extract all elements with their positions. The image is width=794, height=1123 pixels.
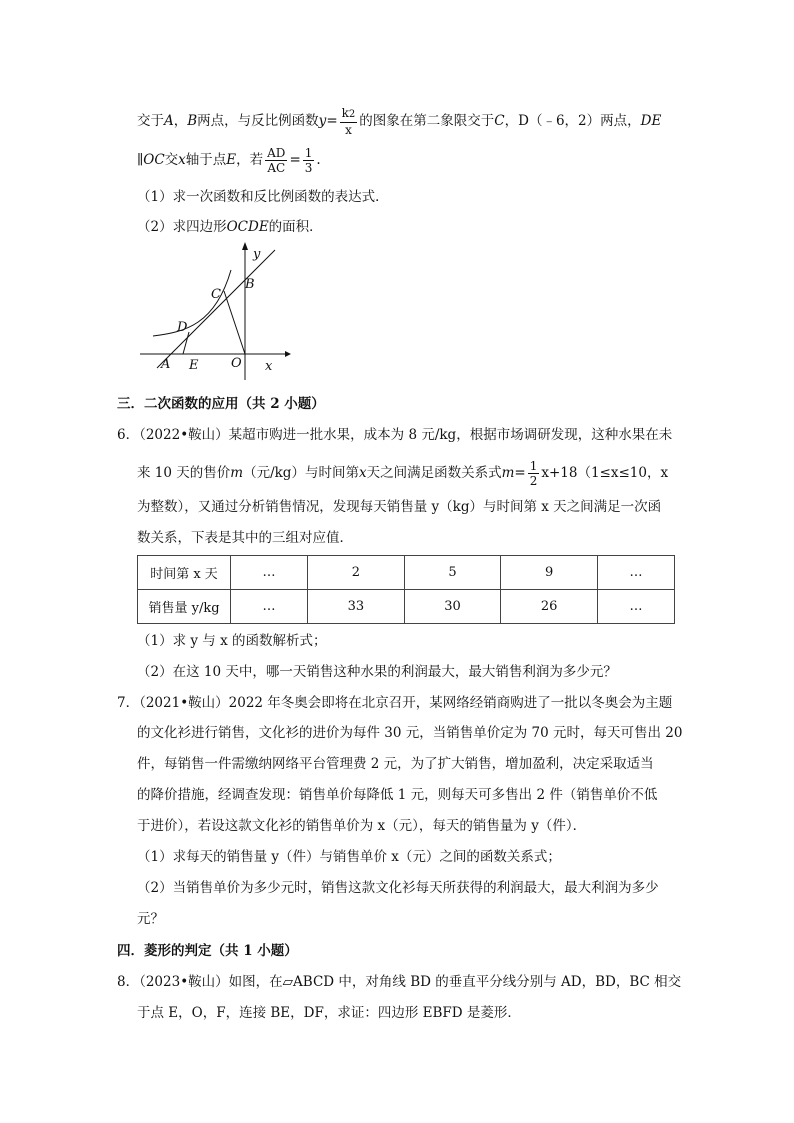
text: 天之间满足函数关系式: [366, 465, 502, 481]
denominator: 2: [529, 474, 538, 488]
var-m: m: [230, 465, 244, 481]
parallel-sign: ∥: [137, 152, 144, 168]
text: （元/kg）与时间第: [243, 465, 359, 481]
fraction-ad-over-ac: [265, 146, 287, 175]
problem7-line2: 的文化衫进行销售，文化衫的进价为每件 30 元，当销售单价定为 70 元时，每天可售出 20: [137, 725, 683, 741]
problem5-line1: [137, 106, 661, 137]
problem6-line4: 数关系，下表是其中的三组对应值．: [137, 530, 353, 546]
table-cell: …: [231, 556, 308, 590]
label-c: C: [211, 287, 221, 302]
text: 两点，与反比例函数: [197, 113, 319, 129]
table-cell: 9: [501, 556, 598, 590]
problem7-line4: 的降价措施，经调查发现：销售单价每降低 1 元，则每天可多售出 2 件（销售单价不低: [137, 787, 658, 803]
problem7-question1: （1）求每天的销售量 y（件）与销售单价 x（元）之间的函数关系式；: [137, 849, 561, 865]
numerator: AD: [267, 146, 286, 160]
function-graph-figure: [135, 240, 295, 385]
quad-ocde: OCDE: [226, 219, 269, 235]
problem7-line5: 于进价），若设这款文化衫的销售单价为 x（元），每天的销售量为 y（件）．: [137, 818, 587, 834]
label-d: D: [177, 320, 188, 335]
problem5-question1: （1）求一次函数和反比例函数的表达式．: [137, 189, 389, 205]
var-m: m: [501, 465, 515, 481]
var-x: x: [178, 152, 186, 168]
problem5-line2: [137, 146, 321, 175]
segment-de: DE: [640, 113, 662, 129]
table-cell: …: [597, 556, 674, 590]
section-3-title: 三．二次函数的应用（共 2 小题）: [117, 396, 325, 412]
numerator: 1: [529, 459, 538, 473]
label-x: x: [265, 359, 273, 374]
label-e: E: [189, 358, 199, 373]
table-cell: 33: [308, 590, 405, 624]
fraction-one-half: [528, 459, 540, 488]
problem6-question2: （2）在这 10 天中，哪一天销售这种水果的利润最大，最大销售利润为多少元？: [137, 664, 617, 680]
text: 的面积．: [268, 219, 323, 235]
problem7-question2-cont: 元？: [137, 911, 164, 927]
segment-oc: OC: [143, 152, 165, 168]
label-a: A: [161, 357, 171, 372]
y-axis-arrow-icon: [242, 242, 248, 250]
text: .: [316, 152, 321, 168]
text: ，D（﹣6，2）两点，: [504, 113, 641, 129]
label-y: y: [253, 247, 261, 262]
point-c: C: [494, 113, 505, 129]
subscript: 2: [348, 109, 356, 120]
section-4-title: 四．菱形的判定（共 1 小题）: [117, 943, 298, 959]
text: 交: [164, 152, 179, 168]
problem8-line1: 8．（2023•鞍山）如图，在▱ABCD 中，对角线 BD 的垂直平分线分别与 AD，BD，BC 相交: [117, 974, 682, 990]
denominator: AC: [267, 161, 286, 175]
problem7-question2: （2）当销售单价为多少元时，销售这款文化衫每天所获得的利润最大，最大利润为多少: [137, 880, 659, 896]
table-row: [138, 590, 675, 624]
row-header-sales: 销售量 y/kg: [138, 590, 231, 624]
text: ，: [173, 113, 188, 129]
table-cell: 5: [404, 556, 501, 590]
segment-oc-line: [224, 291, 245, 354]
text: 来 10 天的售价: [137, 465, 231, 481]
problem6-line3: 为整数），又通过分析销售情况，发现每天销售量 y（kg）与时间第 x 天之间满足一次函: [137, 499, 662, 515]
table-cell: …: [597, 590, 674, 624]
segment-de-line: [183, 332, 189, 354]
text: 的图象在第二象限交于: [359, 113, 495, 129]
data-table: [137, 555, 675, 624]
problem7-line3: 件，每销售一件需缴纳网络平台管理费 2 元，为了扩大销售，增加盈利，决定采取适当: [137, 756, 654, 772]
numerator: k: [341, 106, 349, 120]
text: ，若: [236, 152, 264, 168]
table-cell: …: [231, 590, 308, 624]
linear-function-line: [157, 250, 275, 368]
fraction-one-third: [303, 146, 315, 175]
equals: =: [289, 152, 301, 168]
text: 轴于点: [185, 152, 227, 168]
x-axis-arrow-icon: [285, 351, 291, 357]
numerator: 1: [304, 146, 313, 160]
inverse-function-curve: [153, 270, 231, 336]
fraction-k2-over-x: [340, 106, 358, 137]
problem5-question2: [137, 217, 323, 237]
text: 交于: [137, 113, 164, 129]
var-x: x: [358, 465, 367, 481]
equals: =: [326, 113, 338, 129]
table-cell: 2: [308, 556, 405, 590]
problem6-question1: （1）求 y 与 x 的函数解析式；: [137, 633, 327, 649]
label-b: B: [245, 277, 255, 292]
text: （2）求四边形: [137, 219, 227, 235]
var-y: y: [318, 113, 327, 129]
text: x+18（1≤x≤10，x: [541, 465, 669, 481]
table-cell: 26: [501, 590, 598, 624]
table-cell: 30: [404, 590, 501, 624]
problem6-line1: 6．（2022•鞍山）某超市购进一批水果，成本为 8 元/kg，根据市场调研发现，这种水果在未: [117, 427, 673, 443]
point-b: B: [187, 113, 198, 129]
point-e: E: [226, 152, 237, 168]
problem6-line2: [137, 459, 668, 488]
problem8-line2: 于点 E，O，F，连接 BE，DF，求证：四边形 EBFD 是菱形．: [137, 1005, 521, 1021]
label-o: O: [231, 356, 242, 371]
row-header-time: 时间第 x 天: [138, 556, 231, 590]
table-row: [138, 556, 675, 590]
denominator: x: [345, 123, 352, 137]
problem7-line1: 7．（2021•鞍山）2022 年冬奥会即将在北京召开，某网络经销商购进了一批以冬奥会为主题: [117, 695, 673, 711]
denominator: 3: [304, 161, 313, 175]
point-a: A: [164, 113, 174, 129]
equals: =: [514, 465, 526, 481]
